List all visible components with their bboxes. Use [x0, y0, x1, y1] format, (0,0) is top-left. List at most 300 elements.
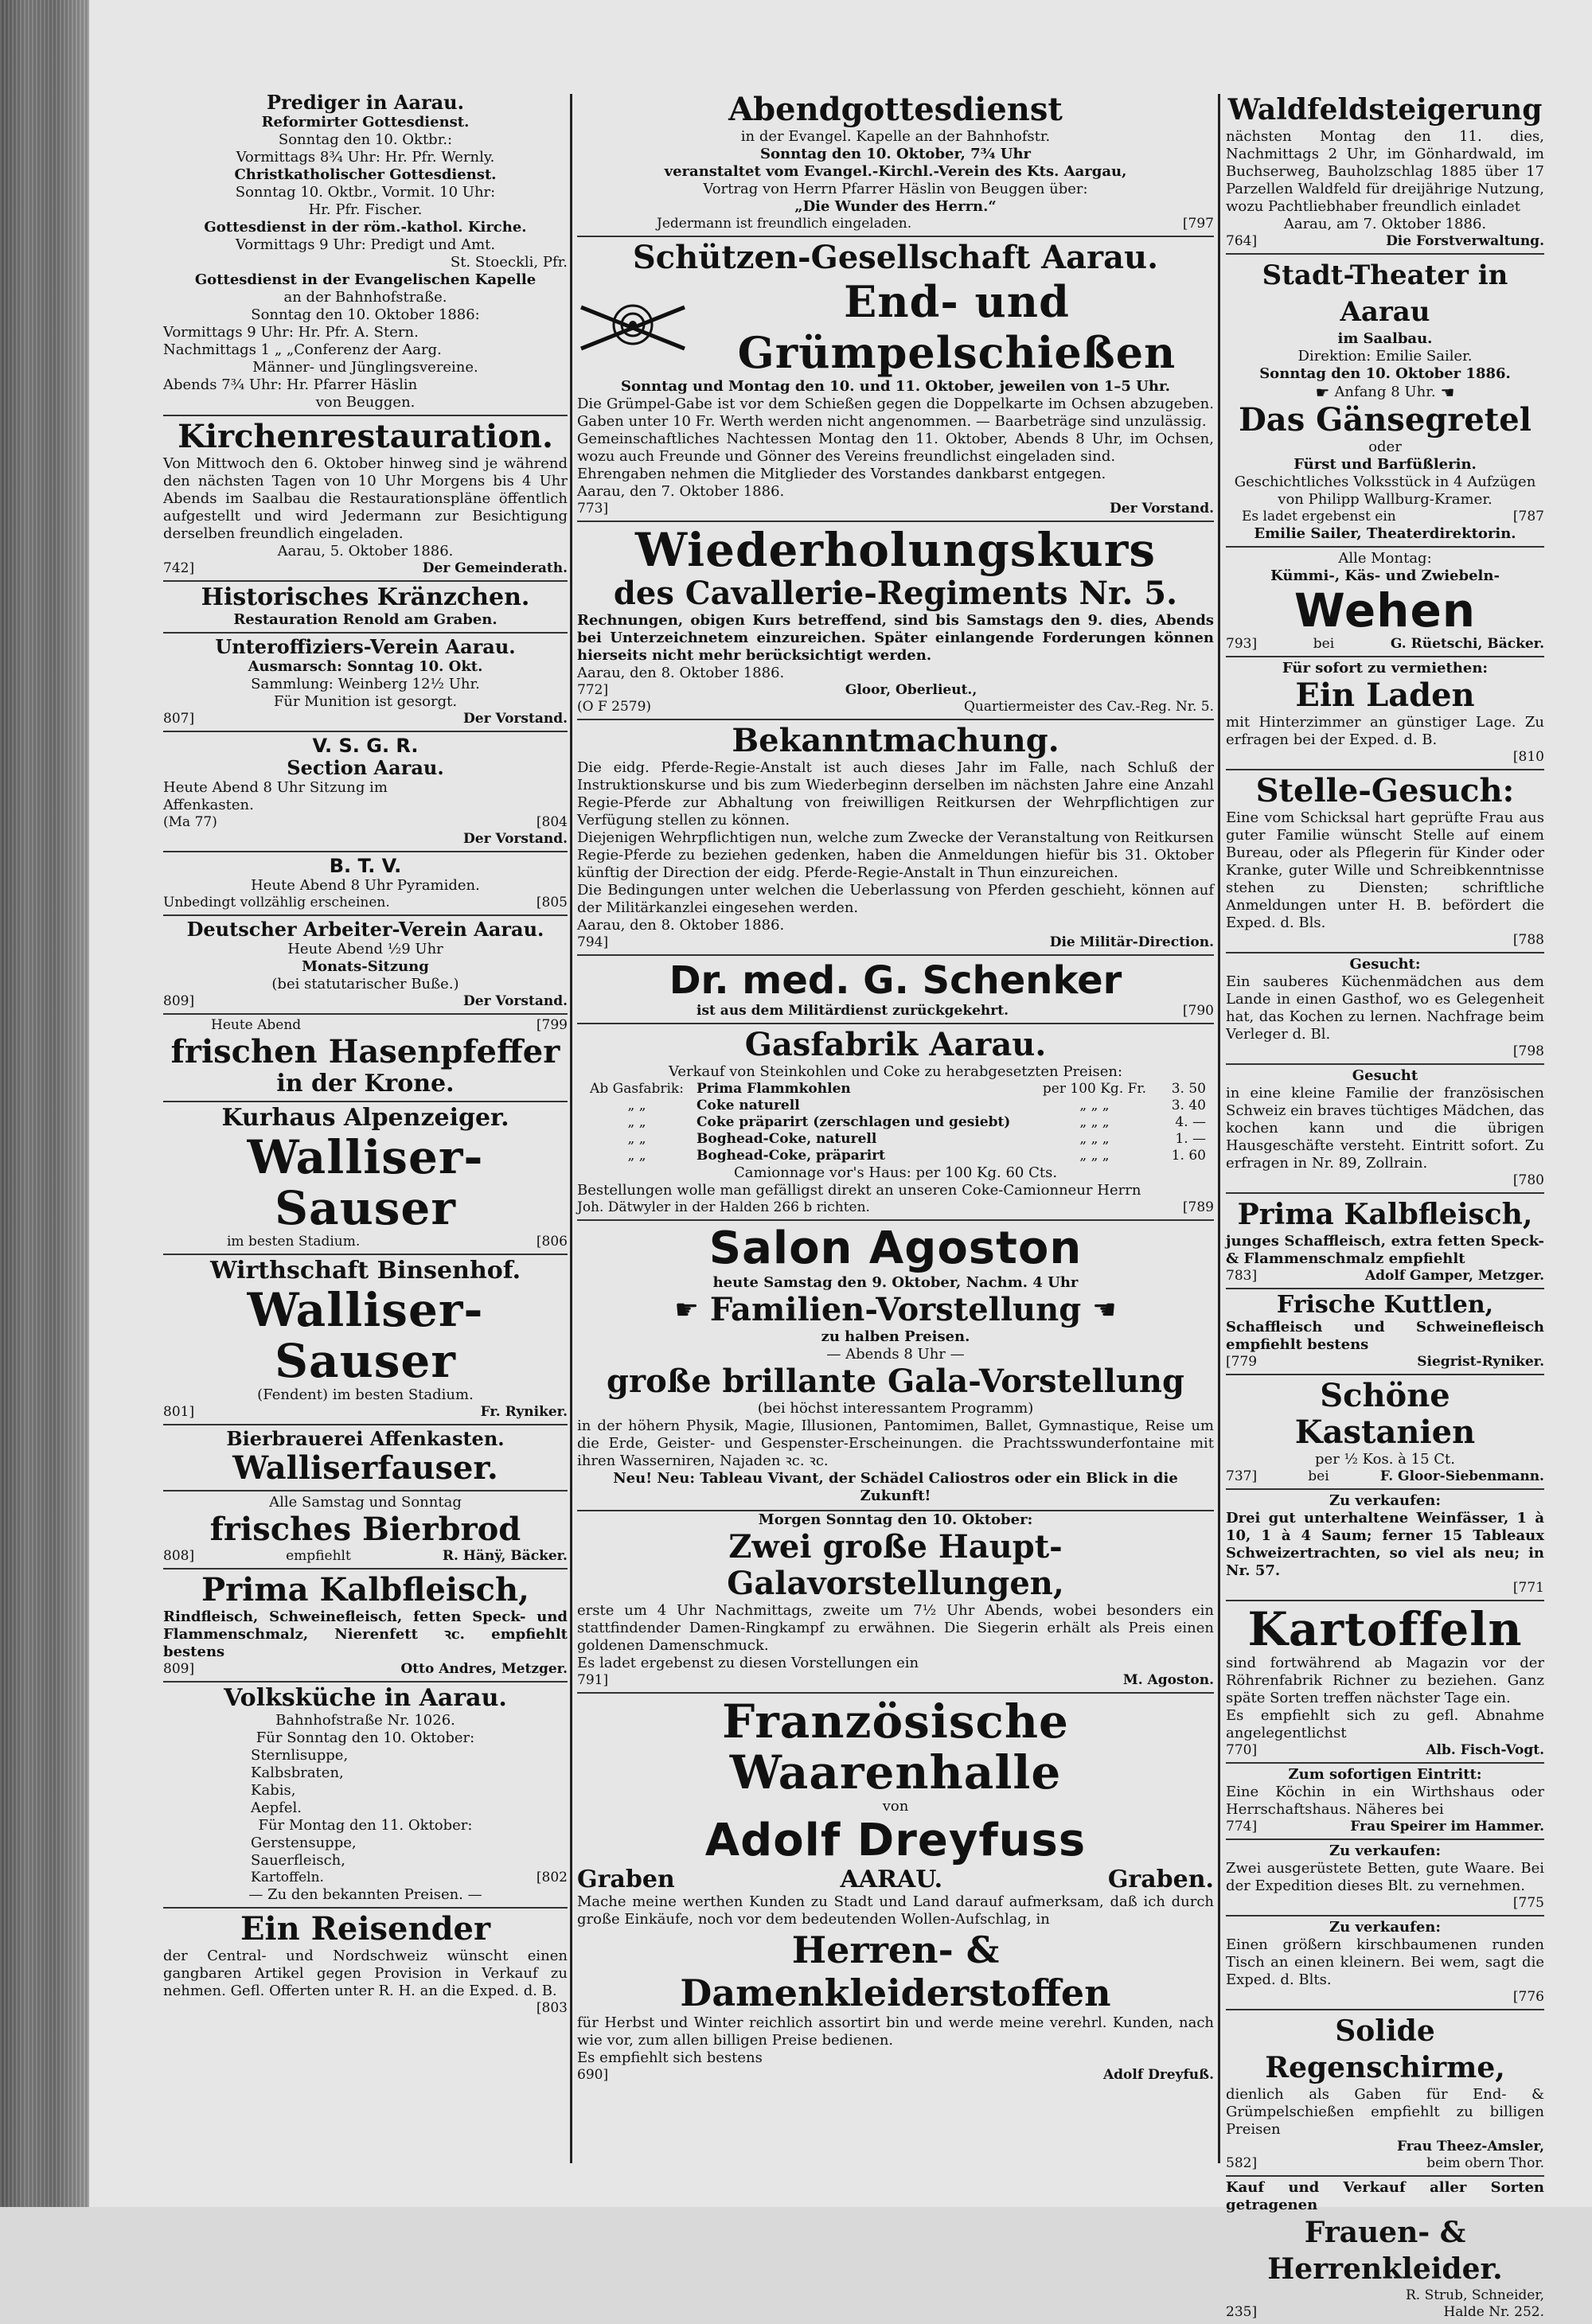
pointing-hand-icon: ☛ [1315, 383, 1330, 402]
ad-signature: Fr. Ryniker. [480, 1404, 568, 1420]
ad-body: Die eidg. Pferde-Regie-Anstalt ist auch dieses Jahr im Falle, nach Schluß der Instruktionskurse und bis zum Wiederbeginn derselben im nächsten Jahre eine Anzahl Regie-Pferde zur Abhaltung von freiwilligen Reitkursen der Wehrpflichtigen zur Verfügung stellen zu können. [577, 759, 1214, 829]
ad-date: Aarau, am 7. Oktober 1886. [1283, 216, 1487, 232]
ad-signature: beim obern Thor. [1426, 2155, 1544, 2171]
address-part: AARAU. [840, 1866, 943, 1893]
ad-title: Deutscher Arbeiter-Verein Aarau. [186, 918, 544, 941]
ad-signature: R. Strub, Schneider, [1405, 2287, 1544, 2303]
text-line: Vortrag von Herrn Pfarrer Häslin von Beuggen über: [703, 181, 1088, 197]
ad-number: [771 [1512, 1580, 1544, 1596]
ad-body: Rindfleisch, Schweinefleisch, fetten Speck- und Flammenschmalz, Nierenfett ꝛc. empfiehlt bestens [163, 1608, 568, 1660]
ad-body: Zwei ausgerüstete Betten, gute Waare. Bei der Expedition dieses Blt. zu vernehmen. [1226, 1860, 1544, 1894]
book-spine [0, 0, 89, 2207]
menu-item: Aepfel. [251, 1800, 302, 1816]
price-cell: per 100 Kg. Fr. [1042, 1081, 1147, 1097]
ad-headline-row [577, 276, 1214, 378]
text-line: Sonntag den 10. Oktober, 7¾ Uhr [759, 146, 1032, 162]
ad-subtitle: Restauration Renold am Graben. [233, 611, 498, 628]
ad-reisender [163, 1909, 568, 2020]
price-cell: 3. 50 [1171, 1081, 1206, 1097]
ad-date: Aarau, den 7. Oktober 1886. [577, 483, 785, 500]
text-line: Unbedingt vollzählig erscheinen. [163, 895, 390, 910]
text-line: Vormittags 8¾ Uhr: Hr. Pfr. Wernly. [236, 149, 495, 166]
price-cell: 1. — [1175, 1131, 1206, 1147]
address-row [577, 1866, 1214, 1893]
ad-gesucht-maedchen [1226, 1065, 1544, 1194]
text-line: Hr. Pfr. Fischer. [308, 201, 423, 218]
text-line: im Saalbau. [1337, 330, 1433, 347]
ad-signature: M. Agoston. [1122, 1672, 1214, 1688]
text-line: Bahnhofstraße Nr. 1026. [275, 1712, 455, 1729]
ad-number: 742] [163, 560, 195, 576]
text-line: Camionnage vor's Haus: per 100 Kg. 60 Cts. [733, 1164, 1058, 1181]
ad-title: Gesucht [1352, 1067, 1418, 1084]
ad-number: 809] [163, 1661, 195, 1677]
ad-signature: Der Vorstand. [463, 993, 568, 1009]
ad-title: Französische Waarenhalle [722, 1694, 1069, 1800]
text-line: Jedermann ist freundlich eingeladen. [657, 216, 912, 232]
ad-kraenzchen [163, 582, 568, 634]
ad-title: Schöne Kastanien [1294, 1377, 1476, 1451]
ad-bierbrod [163, 1491, 568, 1569]
ad-body: Geschichtliches Volksstück in 4 Aufzügen von Philipp Wallburg-Kramer. [1234, 474, 1536, 508]
column-rule [570, 94, 572, 2163]
text-line: (bei statutarischer Buße.) [271, 976, 459, 992]
text-line: veranstaltet vom Evangel.-Kirchl.-Verein des Kts. Aargau, [664, 163, 1127, 180]
ad-title: Gasfabrik Aarau. [744, 1026, 1047, 1063]
ad-body: der Central- und Nordschweiz wünscht einen gangbaren Artikel gegen Provision in Verkauf zu nehmen. Gefl. Offerten unter R. H. an die Exped. d. B. [163, 1948, 568, 1999]
text-line: Für Munition ist gesorgt. [273, 693, 458, 710]
ad-subtitle: in der Krone. [276, 1070, 455, 1098]
text-line: Anfang 8 Uhr. [1334, 384, 1436, 400]
ad-number: [810 [1512, 749, 1544, 765]
ad-title: Zu verkaufen: [1329, 1492, 1442, 1509]
text-line: Heute Abend 8 Uhr Sitzung im [163, 779, 388, 796]
ad-wehen [1226, 548, 1544, 657]
ad-number: 794] [577, 934, 609, 950]
text-line: Sonntag den 10. Oktober 1886. [1259, 365, 1511, 382]
text-line: Fürst und Barfüßlerin. [1294, 456, 1477, 473]
section-heading: Gottesdienst in der Evangelischen Kapelle [194, 271, 537, 288]
ad-signature: Frau Theez-Amsler, [1396, 2139, 1544, 2154]
ad-number: [788 [1512, 932, 1544, 948]
ad-body: Diejenigen Wehrpflichtigen nun, welche zum Zwecke der Veranstaltung von Reitkursen Regie-Pferde zu beziehen gedenken, haben die Anmeldungen hiefür bis 31. Oktober künftig der Direction der eidg. Pferde-Regie-Anstalt in Thun einzureichen. [577, 829, 1214, 881]
ad-body: in der höhern Physik, Magie, Illusionen, Pantomimen, Ballet, Gymnastique, Reise um die Erde, Geister- und Gespenster-Erscheinungen. die Prachtsswunderfontaine mit ihren Wasserniren, Najaden ꝛc. ꝛc. [577, 1417, 1214, 1469]
ad-stelle-gesuch [1226, 770, 1544, 953]
price-cell: Boghead-Coke, präparirt [696, 1148, 886, 1164]
ad-number: 807] [163, 711, 195, 727]
text-line: Für sofort zu vermiethen: [1282, 660, 1489, 677]
price-cell: Boghead-Coke, naturell [696, 1131, 877, 1147]
text-line: zu halben Preisen. [821, 1328, 970, 1345]
price-cell: 1. 60 [1171, 1148, 1206, 1164]
ad-affenkasten [163, 1425, 568, 1491]
ad-schuetzen [577, 237, 1214, 522]
ad-number: [803 [536, 2000, 568, 2016]
text-line: empfiehlt [286, 1548, 351, 1564]
ad-number: [779 [1226, 1354, 1258, 1370]
text-line: Es ladet ergebenst ein [1242, 509, 1396, 524]
ad-number: [776 [1512, 1989, 1544, 2005]
ad-signature: Siegrist-Ryniker. [1417, 1354, 1544, 1370]
ad-signature: Quartiermeister des Cav.-Reg. Nr. 5. [963, 699, 1214, 715]
ad-body: für Herbst und Winter reichlich assortirt bin und werde meine verehrl. Kunden, nach wie vor, zum allen billigen Preise bedienen. [577, 2014, 1214, 2049]
ad-unteroffiziere [163, 634, 568, 732]
menu-item: Gerstensuppe, [251, 1835, 357, 1851]
menu-item: Sauerfleisch, [251, 1852, 345, 1869]
ad-signature: Der Vorstand. [1110, 501, 1214, 517]
ad-headline: Frauen- & Herrenkleider. [1267, 2216, 1503, 2286]
price-cell: „ „ „ [1079, 1148, 1110, 1164]
ad-schenker [577, 956, 1214, 1024]
ad-signature: F. Gloor-Siebenmann. [1379, 1468, 1544, 1484]
ad-body: Schaffleisch und Schweinefleisch empfiehlt bestens [1226, 1319, 1544, 1353]
menu-list [163, 1835, 568, 1886]
ad-signature: Die Militär-Direction. [1049, 934, 1214, 950]
ad-btv [163, 852, 568, 916]
ad-headline: Kartoffeln [1247, 1602, 1523, 1656]
ad-number: [799 [536, 1017, 568, 1033]
text-line: Heute Abend 8 Uhr Pyramiden. [251, 877, 480, 894]
price-cell: 3. 40 [1171, 1098, 1206, 1113]
ad-number: (O F 2579) [577, 699, 652, 715]
column-middle [577, 89, 1214, 2284]
ad-headline: Walliser-Sauser [247, 1283, 484, 1388]
ad-number: 773] [577, 501, 609, 517]
price-cell: Coke präparirt (zerschlagen und gesiebt) [696, 1114, 1011, 1130]
ad-vsgr [163, 732, 568, 852]
price-row [577, 1131, 1214, 1148]
text-line: (bei höchst interessantem Programm) [757, 1400, 1034, 1417]
menu-item: Sternlisuppe, [251, 1747, 349, 1764]
ad-body: in eine kleine Familie der französischen Schweiz ein braves tüchtiges Mädchen, das kochen kann und die übrigen Hausgeschäfte versteht. Eintritt sofort. Zu erfragen in Nr. 89, Zollrain. [1226, 1085, 1544, 1172]
text-line: Kauf und Verkauf aller Sorten getragenen [1226, 2179, 1544, 2213]
ad-zu-verkaufen-faesser [1226, 1490, 1544, 1601]
ad-number: [790 [1182, 1003, 1214, 1019]
text-line: Vormittags 9 Uhr: Hr. Pfr. A. Stern. [163, 324, 419, 341]
price-row [577, 1114, 1214, 1131]
ad-kleider [1226, 2177, 1544, 2324]
ad-number: 235] [1226, 2304, 1258, 2320]
text-line: Verkauf von Steinkohlen und Coke zu herabgesetzten Preisen: [668, 1063, 1123, 1080]
ad-title: Bekanntmachung. [732, 722, 1059, 759]
ad-hasenpfeffer [163, 1015, 568, 1102]
text-line: — Abends 8 Uhr — [826, 1346, 965, 1363]
ad-number: [804 [536, 814, 568, 830]
ad-body: Eine vom Schicksal hart geprüfte Frau aus guter Familie wünscht Stelle auf einem Bureau, oder als Pflegerin für Kinder oder Kranke, guter Wille und Schreibkenntnisse stehen zu Diensten; schriftliche Anmeldungen unter H. B. befördert die Exped. d. Bls. [1226, 809, 1544, 931]
ad-body: nächsten Montag den 11. dies, Nachmittags 2 Uhr, im Gönhardwald, im Buchserweg, Bauholzschlag 1885 über 17 Parzellen Waldfeld für dreijährige Nutzung, wozu Pachtliebhaber freundlich einladet [1226, 128, 1544, 215]
price-cell: „ „ „ [1079, 1131, 1110, 1147]
ad-body: dienlich als Gaben für End- & Grümpelschießen empfiehlt zu billigen Preisen [1226, 2086, 1544, 2138]
text-line: ist aus dem Militärdienst zurückgekehrt. [696, 1003, 1009, 1019]
ad-headline: Wehen [1294, 583, 1477, 638]
ad-waarenhalle [577, 1694, 1214, 2087]
menu-item: Kartoffeln. [251, 1870, 324, 1885]
ad-title: Kirchenrestauration. [178, 418, 553, 455]
ad-title: Stelle-Gesuch: [1255, 772, 1515, 809]
text-line: Neu! Neu: Tableau Vivant, der Schädel Caliostros oder ein Blick in die Zukunft! [613, 1470, 1178, 1504]
ad-title: Salon Agoston [708, 1222, 1083, 1274]
text-line: Männer- und Jünglingsvereine. [252, 359, 478, 376]
ad-signature: Adolf Dreyfuß. [1102, 2067, 1214, 2083]
ad-body: Die Bedingungen unter welchen die Ueberlassung von Pferden geschieht, können auf der Militärkanzlei eingesehen werden. [577, 882, 1214, 916]
ad-signature: Die Forstverwaltung. [1386, 233, 1544, 249]
ad-number: [797 [1182, 216, 1214, 232]
ad-title: Stadt-Theater in Aarau [1262, 259, 1508, 328]
menu-list [163, 1747, 568, 1817]
text-line: Alle Samstag und Sonntag [269, 1494, 462, 1511]
text-line: Sonntag 10. Oktbr., Vormit. 10 Uhr: [235, 184, 496, 201]
address-part: Graben. [1107, 1866, 1214, 1893]
ad-signature: Der Gemeinderath. [422, 560, 568, 576]
ad-body: Ehrengaben nehmen die Mitglieder des Vorstandes dankbarst entgegen. [577, 466, 1106, 482]
ad-laden [1226, 657, 1544, 770]
ad-number: 783] [1226, 1268, 1258, 1284]
ad-headline: Familien-Vorstellung [709, 1291, 1082, 1328]
price-cell: Coke naturell [696, 1098, 800, 1113]
ad-date: Aarau, 5. Oktober 1886. [277, 543, 454, 560]
text-line: Morgen Sonntag den 10. Oktober: [577, 1510, 1214, 1529]
ad-body: erste um 4 Uhr Nachmittags, zweite um 7½ Uhr Abends, wobei besonders ein stattfindender Damen-Ringkampf zu erwähnen. Die Siegerin erhält als Preis einen goldenen Damenschmuck. [577, 1602, 1214, 1654]
ad-waldfeld [1226, 89, 1544, 255]
ad-kurhaus [163, 1102, 568, 1255]
ad-body: Rechnungen, obigen Kurs betreffend, sind bis Samstags den 9. dies, Abends bei Unterzeichnetem einzureichen. Später einlangende Forderungen können hierseits nicht mehr berücksichtigt werden. [577, 612, 1214, 664]
ad-volkskueche [163, 1683, 568, 1909]
section-heading: Gottesdienst in der röm.-kathol. Kirche. [204, 219, 527, 236]
price-cell: „ „ [627, 1114, 646, 1130]
ad-body: Die Grümpel-Gabe ist vor dem Schießen gegen die Doppelkarte im Ochsen abzugeben. Gaben unter 10 Fr. Werth werden nicht angenommen. — Baarbeträge sind unzulässig. [577, 396, 1214, 430]
ad-gasfabrik [577, 1024, 1214, 1221]
ad-number: [802 [536, 1870, 568, 1885]
ad-title: frisches Bierbrod [209, 1511, 521, 1548]
ad-date: Aarau, den 8. Oktober 1886. [577, 665, 785, 681]
column-rule [1218, 94, 1220, 2163]
text-line: Joh. Dätwyler in der Halden 266 b richten. [577, 1199, 870, 1215]
column-right [1226, 89, 1544, 2320]
price-table [577, 1081, 1214, 1164]
ad-title: Dr. med. G. Schenker [669, 958, 1122, 1003]
ad-kastanien [1226, 1375, 1544, 1490]
column-left [163, 89, 568, 2284]
ad-number: [775 [1512, 1895, 1544, 1911]
text-line: oder [1368, 439, 1402, 455]
ad-number: [787 [1512, 509, 1544, 524]
price-cell: Ab Gasfabrik: [590, 1081, 684, 1097]
ad-title: Prediger in Aarau. [266, 91, 464, 114]
text-line: Sammlung: Weinberg 12½ Uhr. [251, 676, 480, 692]
ad-number: 791] [577, 1672, 609, 1688]
ad-number: 764] [1226, 233, 1258, 249]
text-line: Es ladet ergebenst zu diesen Vorstellungen ein [577, 1655, 919, 1671]
text-line: Alle Montag: [1338, 550, 1432, 567]
ad-number: [805 [536, 895, 568, 910]
text-line: — Zu den bekannten Preisen. — [248, 1886, 482, 1903]
price-row [577, 1098, 1214, 1114]
ad-title: Solide Regenschirme, [1265, 2014, 1505, 2084]
ad-headline: End- und Grümpelschießen [737, 276, 1176, 378]
ad-signature: Gloor, Oberlieut., [845, 682, 977, 698]
ad-number: 801] [163, 1404, 195, 1420]
ad-number: 774] [1226, 1819, 1258, 1835]
ad-regenschirme [1226, 2010, 1544, 2177]
text-line: Kümmi-, Käs- und Zwiebeln- [1270, 567, 1500, 584]
ad-headline: Walliser-Sauser [247, 1130, 484, 1235]
ad-number: [780 [1512, 1172, 1544, 1188]
ad-title: Frische Kuttlen, [1276, 1291, 1494, 1319]
ad-binsenhof [163, 1255, 568, 1425]
ad-signature: R. Hänÿ, Bäcker. [442, 1548, 568, 1564]
ad-signature: Emilie Sailer, Theaterdirektorin. [1254, 525, 1516, 542]
ad-kalbfleisch-gamper [1226, 1194, 1544, 1289]
ad-number: (Ma 77) [163, 814, 217, 830]
ad-body: Eine Köchin in ein Wirthshaus oder Herrschaftshaus. Näheres bei [1226, 1784, 1544, 1818]
text-line: heute Samstag den 9. Oktober, Nachm. 4 Uhr [712, 1274, 1079, 1291]
ad-title: Wiederholungskurs [634, 523, 1157, 577]
text-line: per ½ Kos. à 15 Ct. [1315, 1451, 1455, 1468]
ad-number: 772] [577, 682, 609, 698]
ad-signature: Der Vorstand. [463, 711, 568, 727]
ad-body: Gemeinschaftliches Nachtessen Montag den 11. Oktober, Abends 8 Uhr, im Ochsen, wozu auch Freunde und Gönner des Vereins freundlichst eingeladen sind. [577, 431, 1214, 465]
ad-body: mit Hinterzimmer an günstiger Lage. Zu erfragen bei der Exped. d. B. [1226, 714, 1544, 748]
ad-headline: Adolf Dreyfuss [704, 1815, 1087, 1866]
ad-sofortiger-eintritt [1226, 1764, 1544, 1840]
ad-title: V. S. G. R. [312, 735, 419, 757]
text-line: Sonntag den 10. Oktbr.: [278, 131, 453, 148]
ad-number: 582] [1226, 2155, 1258, 2171]
ad-number: 793] [1226, 636, 1258, 652]
text-line: (Fendent) im besten Stadium. [257, 1386, 474, 1403]
ad-signature: G. Rüetschi, Bäcker. [1390, 636, 1544, 652]
price-cell: „ „ [627, 1131, 646, 1147]
ad-body: Drei gut unterhaltene Weinfässer, 1 à 10, 1 à 4 Saum; ferner 15 Tableaux Schweizertrachten, so viel als neu; in Nr. 57. [1226, 1510, 1544, 1579]
ad-prediger [163, 89, 568, 416]
ad-body: Einen größern kirschbaumenen runden Tisch an einen kleinern. Bei wem, sagt die Exped. d. Blts. [1226, 1936, 1544, 1988]
ad-subtitle: Section Aarau. [287, 756, 444, 779]
price-cell: „ „ [627, 1098, 646, 1113]
text-line: Für Sonntag den 10. Oktober: [256, 1729, 475, 1746]
pointing-hand-icon: ☚ [1092, 1294, 1117, 1326]
ad-title: Volksküche in Aarau. [224, 1684, 507, 1712]
ad-headline: Zwei große Haupt-Galavorstellungen, [727, 1528, 1064, 1602]
text-line: im besten Stadium. [227, 1234, 361, 1250]
ad-body: Ein sauberes Küchenmädchen aus dem Lande in einen Gasthof, wo es Gelegenheit hat, das Kochen zu lernen. Nachfrage beim Verleger d. Bl. [1226, 973, 1544, 1043]
ad-signature: Frau Speirer im Hammer. [1350, 1819, 1544, 1835]
ad-title: Waldfeldsteigerung [1227, 93, 1543, 127]
ad-number: 690] [577, 2067, 609, 2083]
text-line: in der Evangel. Kapelle an der Bahnhofstr. [740, 128, 1051, 145]
ad-title: B. T. V. [329, 855, 402, 877]
ad-headline: Ein Laden [1295, 677, 1475, 714]
pointing-hand-icon: ☚ [1440, 383, 1455, 402]
section-heading: Christkatholischer Gottesdienst. [234, 166, 497, 183]
text-line: Monats-Sitzung [302, 958, 429, 975]
ad-gesucht-kuechenmaedchen [1226, 953, 1544, 1065]
ad-headline-row [577, 1292, 1214, 1328]
address-part: Graben [577, 1866, 675, 1893]
text-line: Es empfiehlt sich bestens [577, 2049, 763, 2066]
ad-body: Von Mittwoch den 6. Oktober hinweg sind je während den nächsten Tagen von 10 Uhr Morgens bis 4 Uhr Abends im Saalbau die Restaurationspläne öffentlich aufgestellt und wird Jedermann zur Besichtigung derselben freundlich eingeladen. [163, 455, 568, 542]
ad-headline: Walliserfauser. [232, 1449, 498, 1487]
ad-kuttlen [1226, 1289, 1544, 1375]
ad-signature: Otto Andres, Metzger. [400, 1661, 568, 1677]
ad-body: sind fortwährend ab Magazin vor der Röhrenfabrik Richner zu beziehen. Ganz späte Sorten treffen nächster Tage ein. [1226, 1655, 1544, 1706]
ad-number: 808] [163, 1548, 195, 1564]
ad-title: Zu verkaufen: [1329, 1842, 1442, 1859]
ad-wiederholungskurs [577, 522, 1214, 720]
price-row [577, 1081, 1214, 1098]
price-cell: 4. — [1175, 1114, 1206, 1130]
text-line: Heute Abend [211, 1017, 302, 1033]
ad-date: Aarau, den 8. Oktober 1886. [577, 917, 785, 934]
ad-title: Unteroffiziers-Verein Aarau. [215, 635, 516, 658]
price-cell: „ „ „ [1079, 1114, 1110, 1130]
text-line: „Die Wunder des Herrn.“ [794, 198, 997, 215]
price-cell: „ „ „ [1079, 1098, 1110, 1113]
text-line: bei [1308, 1468, 1329, 1484]
ad-zu-verkaufen-betten [1226, 1840, 1544, 1917]
ad-title: Kurhaus Alpenzeiger. [221, 1104, 509, 1132]
ad-subtitle: des Cavallerie-Regiments Nr. 5. [613, 575, 1178, 612]
ad-salon-agoston [577, 1221, 1214, 1694]
text-line: Sonntag und Montag den 10. und 11. Oktober, jeweilen von 1–5 Uhr. [620, 378, 1171, 395]
text-line: Nachmittags 1 „ „Conferenz der Aarg. [163, 341, 442, 358]
ad-number: 737] [1226, 1468, 1258, 1484]
text-line: Für Montag den 11. Oktober: [258, 1817, 473, 1834]
ad-kartoffeln [1226, 1601, 1544, 1764]
text-line: Sonntag den 10. Oktober 1886: [251, 306, 480, 323]
ad-number: 809] [163, 993, 195, 1009]
ad-title: Ein Reisender [240, 1910, 491, 1948]
ad-bekanntmachung [577, 720, 1214, 956]
ad-body: junges Schaffleisch, extra fetten Speck- & Flammenschmalz empfiehlt [1226, 1233, 1544, 1267]
text-line: Ausmarsch: Sonntag 10. Okt. [248, 658, 483, 675]
ad-title: Abendgottesdienst [728, 91, 1063, 128]
text-line: von [882, 1798, 909, 1815]
ad-signature: Alb. Fisch-Vogt. [1426, 1742, 1544, 1758]
ad-kirchenrestauration [163, 416, 568, 582]
text-line: Es empfiehlt sich zu gefl. Abnahme angelegentlichst [1226, 1707, 1544, 1741]
ad-zu-verkaufen-tisch [1226, 1917, 1544, 2010]
text-line: Vormittags 9 Uhr: Predigt und Amt. [235, 236, 496, 253]
ad-title: Historisches Kränzchen. [201, 583, 530, 611]
ad-stadttheater [1226, 255, 1544, 548]
text-line: Abends 7¾ Uhr: Hr. Pfarrer Häslin [163, 376, 418, 393]
ad-arbeiter-verein [163, 916, 568, 1015]
ad-headline: Das Gänsegretel [1239, 401, 1532, 439]
ad-signature: Der Vorstand. [463, 831, 568, 847]
text-line: an der Bahnhofstraße. [283, 289, 447, 306]
ad-number: [806 [536, 1234, 568, 1250]
ad-signature: Adolf Gamper, Metzger. [1364, 1268, 1544, 1284]
ad-headline: große brillante Gala-Vorstellung [607, 1363, 1184, 1400]
ad-title: frischen Hasenpfeffer [170, 1033, 560, 1070]
text-line: Bestellungen wolle man gefälligst direkt an unseren Coke-Camionneur Herrn [577, 1182, 1141, 1199]
pointing-hand-icon: ☛ [674, 1294, 699, 1326]
section-heading: Reformirter Gottesdienst. [261, 114, 470, 131]
ad-kalbfleisch-andres [163, 1569, 568, 1683]
text-line: Affenkasten. [163, 797, 254, 813]
price-cell: Prima Flammkohlen [696, 1081, 851, 1097]
ad-title: Prima Kalbfleisch, [1237, 1198, 1533, 1231]
ad-title: Prima Kalbfleisch, [201, 1571, 529, 1608]
ad-title: Gesucht: [1349, 956, 1421, 973]
price-row [577, 1148, 1214, 1164]
text-line: bei [1313, 636, 1335, 652]
price-cell: „ „ [627, 1148, 646, 1164]
ad-title: Bierbrauerei Affenkasten. [226, 1427, 505, 1450]
ad-title: Wirthschaft Binsenhof. [209, 1257, 521, 1285]
menu-item: Kabis, [251, 1782, 296, 1799]
ad-number: [789 [1182, 1199, 1214, 1215]
